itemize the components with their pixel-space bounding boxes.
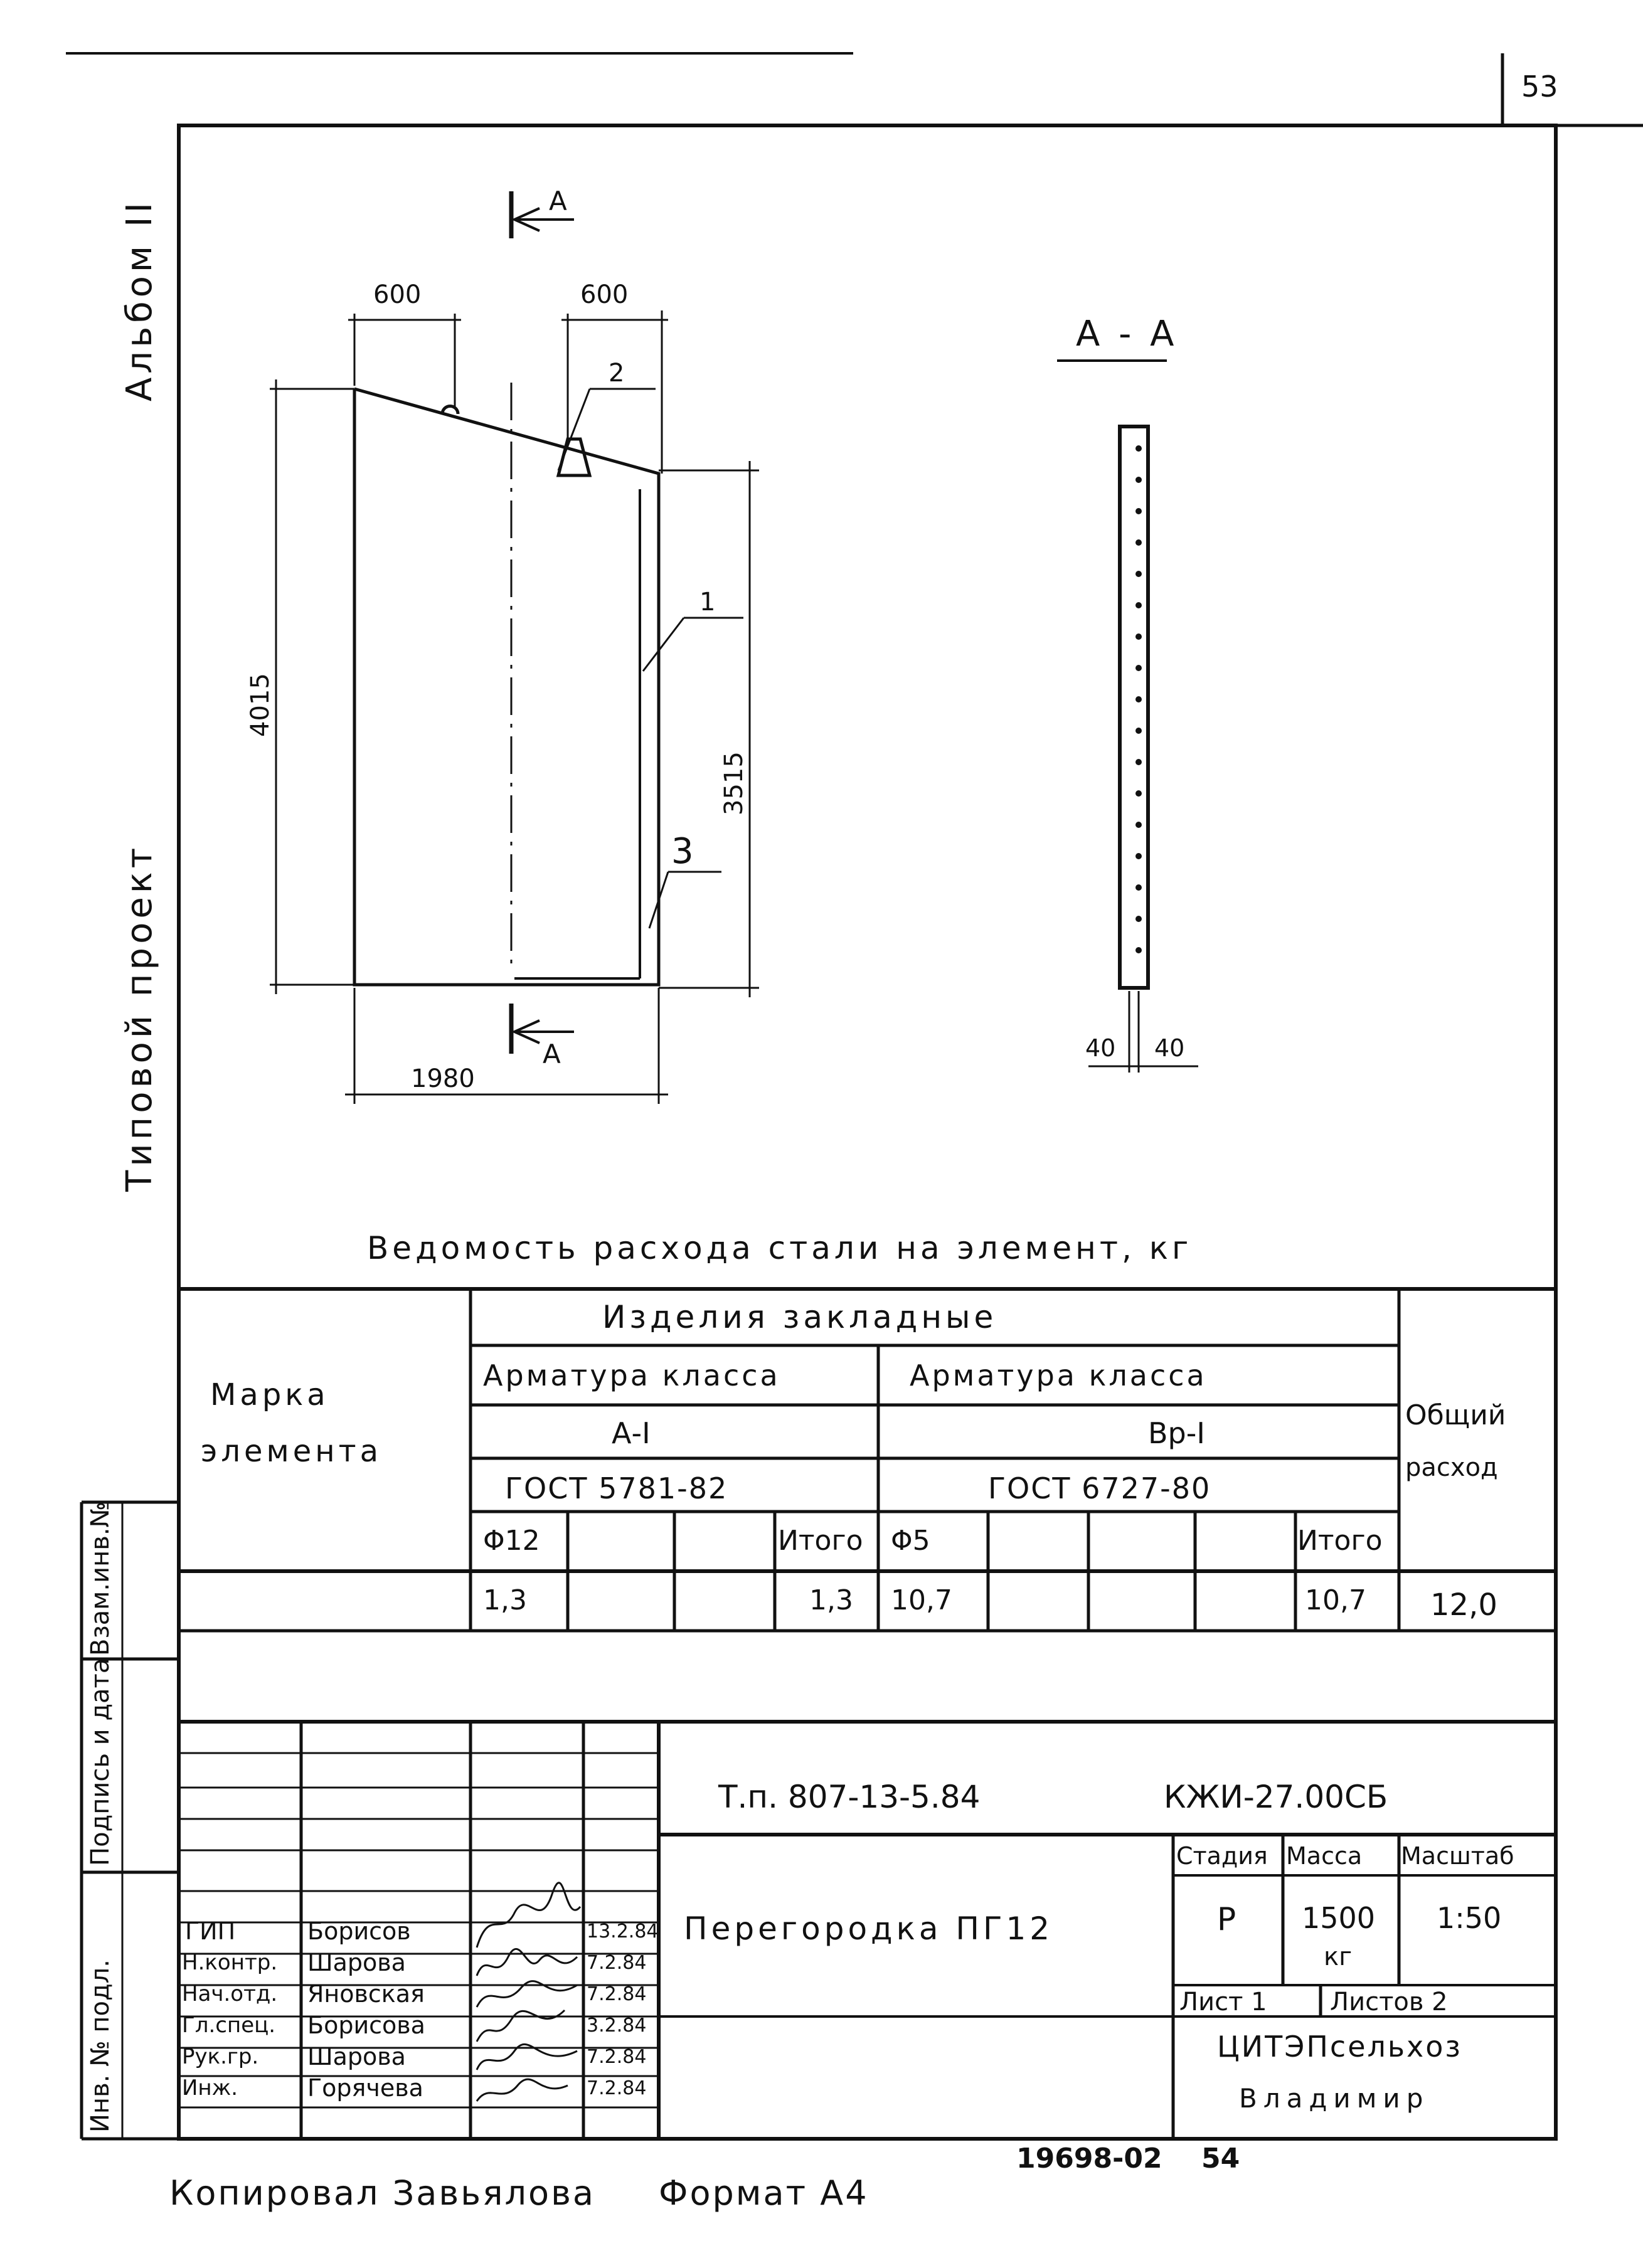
stamp-city: Владимир <box>1239 2083 1430 2114</box>
date-gip: 13.2.84 <box>587 1921 659 1942</box>
mark-header-2: элемента <box>201 1434 383 1469</box>
stamp-org: ЦИТЭПсельхоз <box>1217 2030 1462 2064</box>
stamp-side-vzam: Взам.инв.№ <box>86 1501 115 1656</box>
page-number: 53 <box>1521 70 1558 103</box>
role-inzh: Инж. <box>182 2075 238 2101</box>
dim-top-left: 600 <box>373 280 422 309</box>
total-header-2: расход <box>1405 1453 1498 1482</box>
name-glspec: Борисова <box>307 2011 425 2039</box>
value-total: 12,0 <box>1430 1587 1497 1623</box>
class-b-class: Вр-I <box>1148 1416 1205 1450</box>
class-a-label: Арматура класса <box>483 1359 780 1392</box>
date-inzh: 7.2.84 <box>587 2077 647 2099</box>
class-a-phi12: Φ12 <box>483 1525 540 1557</box>
class-a-class: А-I <box>612 1416 651 1450</box>
name-rukgr: Шарова <box>307 2043 406 2070</box>
footer-sheet-no: 54 <box>1201 2143 1240 2175</box>
footer-copied: Копировал Завьялова <box>169 2173 596 2213</box>
stamp-code: Т.п. 807-13-5.84 <box>718 1779 981 1815</box>
album-label: Альбом II <box>119 199 160 401</box>
role-glspec: Гл.спец. <box>182 2013 276 2038</box>
value-a-phi12: 1,3 <box>483 1584 527 1616</box>
class-b-total-label: Итого <box>1297 1525 1383 1557</box>
class-a-total-label: Итого <box>778 1525 863 1557</box>
name-inzh: Горячева <box>307 2074 423 2102</box>
name-gip: Борисов <box>307 1917 411 1945</box>
callout-2: 2 <box>609 359 625 388</box>
table-title: Ведомость расхода стали на элемент, кг <box>367 1230 1193 1266</box>
dim-width: 1980 <box>411 1064 475 1093</box>
stamp-header-scale: Масштаб <box>1401 1842 1514 1870</box>
stamp-header-mass: Масса <box>1286 1842 1363 1870</box>
date-nachotd: 7.2.84 <box>587 1983 647 2005</box>
stamp-sheet: Лист 1 <box>1179 1988 1267 2016</box>
stamp-header-stage: Стадия <box>1176 1842 1268 1870</box>
dim-height-right: 3515 <box>720 751 748 815</box>
role-nkontr: Н.контр. <box>182 1950 278 1975</box>
name-nachotd: Яновская <box>307 1980 425 2008</box>
date-nkontr: 7.2.84 <box>587 1952 647 1974</box>
callout-1: 1 <box>699 588 716 617</box>
dim-height-total: 4015 <box>246 673 275 737</box>
section-marker-top: А <box>549 186 567 216</box>
stamp-stage: Р <box>1217 1901 1236 1937</box>
dim-top-right: 600 <box>580 280 629 309</box>
footer-format: Формат А4 <box>659 2173 869 2213</box>
stamp-mass-unit: кг <box>1324 1942 1353 1971</box>
role-rukgr: Рук.гр. <box>182 2044 259 2069</box>
stamp-name: Перегородка ПГ12 <box>684 1910 1054 1947</box>
stamp-sheets: Листов 2 <box>1330 1988 1448 2016</box>
group-header: Изделия закладные <box>602 1299 997 1335</box>
class-b-phi5: Φ5 <box>891 1525 930 1557</box>
total-header-1: Общий <box>1405 1399 1506 1431</box>
footer-archive: 19698-02 <box>1016 2143 1162 2175</box>
stamp-mass: 1500 <box>1302 1901 1376 1935</box>
role-gip: ГИП <box>185 1917 236 1945</box>
mark-header-1: Марка <box>210 1377 329 1412</box>
date-rukgr: 7.2.84 <box>587 2046 647 2068</box>
name-nkontr: Шарова <box>307 1949 406 1976</box>
class-b-label: Арматура класса <box>910 1359 1207 1392</box>
value-b-total: 10,7 <box>1305 1584 1366 1616</box>
section-marker-bottom: А <box>543 1039 561 1069</box>
class-b-gost: ГОСТ 6727-80 <box>988 1471 1211 1505</box>
callout-3: 3 <box>671 831 694 872</box>
stamp-doc: КЖИ-27.00СБ <box>1164 1779 1388 1815</box>
value-b-phi5: 10,7 <box>891 1584 952 1616</box>
stamp-scale: 1:50 <box>1437 1901 1502 1935</box>
stamp-side-signature: Подпись и дата <box>86 1658 115 1866</box>
dim-section-right: 40 <box>1154 1034 1185 1062</box>
dim-section-left: 40 <box>1085 1034 1116 1062</box>
section-title: А - А <box>1076 314 1178 354</box>
role-nachotd: Нач.отд. <box>182 1981 278 2006</box>
project-label: Типовой проект <box>119 844 160 1192</box>
value-a-total: 1,3 <box>809 1584 853 1616</box>
class-a-gost: ГОСТ 5781-82 <box>505 1471 728 1505</box>
stamp-side-inv: Инв. № подл. <box>86 1959 115 2133</box>
date-glspec: 3.2.84 <box>587 2015 647 2037</box>
